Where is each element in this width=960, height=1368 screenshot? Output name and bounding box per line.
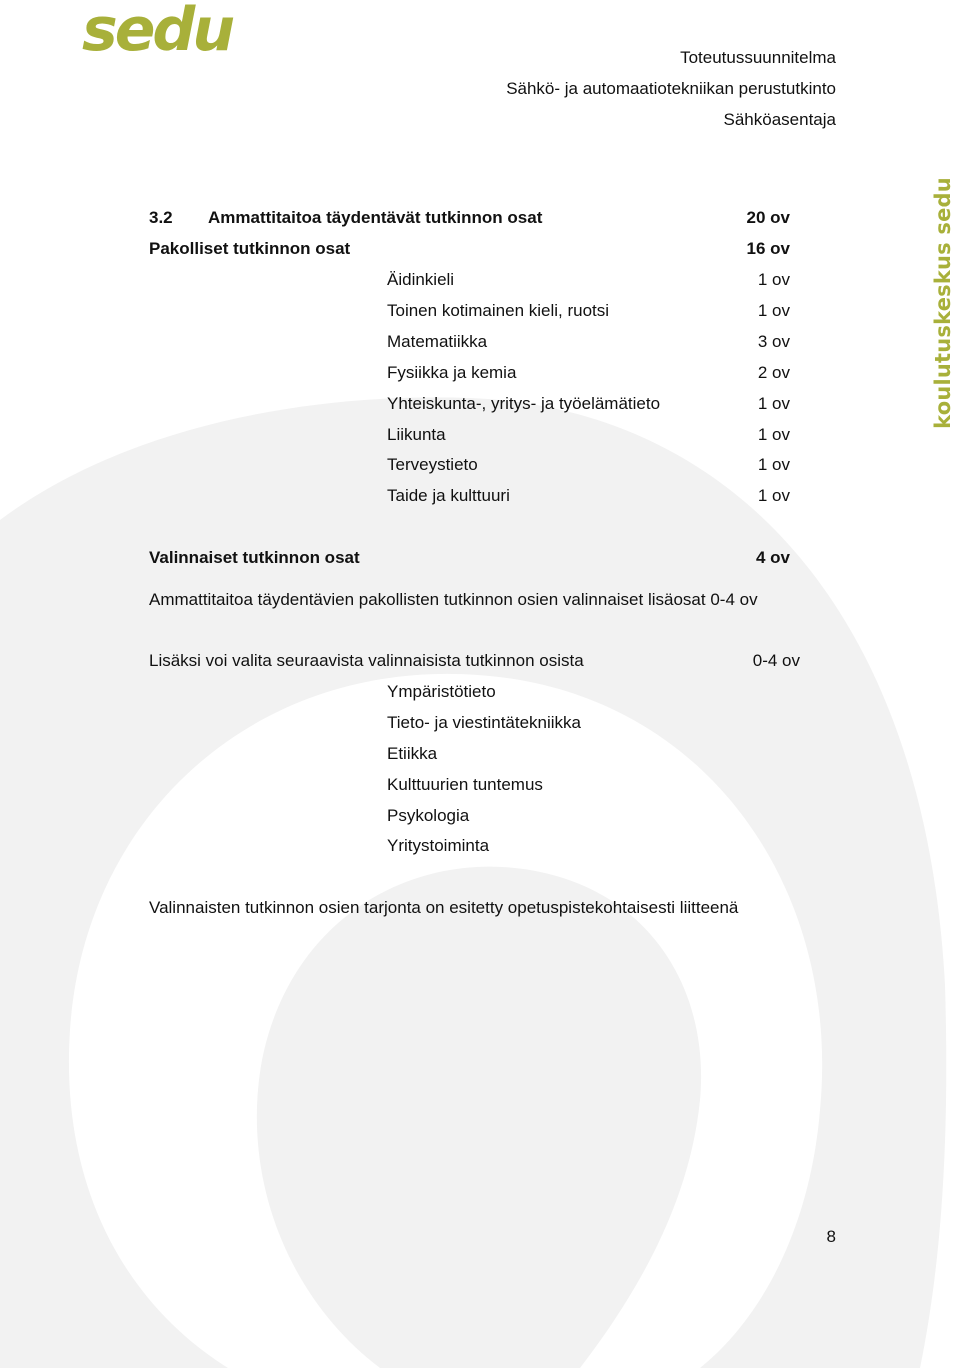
sedu-logo	[80, 2, 240, 58]
extra-item-name: Etiikka	[387, 744, 438, 763]
page-number: 8	[826, 1227, 836, 1246]
extra-item-name: Yritystoiminta	[387, 836, 490, 855]
optional-label: Valinnaiset tutkinnon osat	[149, 548, 360, 567]
item-name: Taide ja kulttuuri	[387, 486, 510, 505]
item-name: Toinen kotimainen kieli, ruotsi	[387, 301, 610, 320]
item-ov: 2 ov	[757, 363, 790, 382]
header-degree: Sähkö- ja automaatiotekniikan perustutkinto	[506, 79, 836, 98]
section-number: 3.2	[149, 208, 173, 227]
item-ov: 1 ov	[757, 455, 790, 474]
optional-total: 4 ov	[755, 548, 790, 567]
document-header	[506, 42, 836, 135]
mandatory-total: 16 ov	[746, 239, 790, 258]
item-name: Yhteiskunta-, yritys- ja työelämätieto	[387, 394, 661, 413]
footer-note: Valinnaisten tutkinnon osien tarjonta on esitetty opetuspistekohtaisesti liitteenä	[149, 898, 739, 917]
item-ov: 1 ov	[757, 425, 790, 444]
item-ov: 1 ov	[757, 270, 790, 289]
item-ov: 1 ov	[757, 486, 790, 505]
item-name: Matematiikka	[387, 332, 488, 351]
header-qualification: Sähköasentaja	[723, 110, 836, 129]
header-doc-type: Toteutussuunnitelma	[680, 48, 836, 67]
extra-item-name: Kulttuurien tuntemus	[387, 775, 543, 794]
item-ov: 1 ov	[757, 394, 790, 413]
side-brand-logo	[930, 177, 956, 429]
item-ov: 3 ov	[757, 332, 790, 351]
mandatory-label: Pakolliset tutkinnon osat	[149, 239, 351, 258]
item-ov: 1 ov	[757, 301, 790, 320]
extra-item-name: Tieto- ja viestintätekniikka	[387, 713, 582, 732]
item-name: Terveystieto	[387, 455, 478, 474]
side-brand-text: koulutuskeskus sedu	[931, 177, 955, 429]
optional-note: Ammattitaitoa täydentävien pakollisten tutkinnon osien valinnaiset lisäosat 0-4 ov	[149, 590, 758, 609]
item-name: Liikunta	[387, 425, 446, 444]
item-name: Fysiikka ja kemia	[387, 363, 517, 382]
section-title: Ammattitaitoa täydentävät tutkinnon osat	[208, 208, 543, 227]
logo-text: sedu	[82, 2, 233, 58]
extra-label: Lisäksi voi valita seuraavista valinnaisista tutkinnon osista	[149, 651, 584, 670]
item-name: Äidinkieli	[387, 270, 455, 289]
extra-total: 0-4 ov	[752, 651, 800, 670]
section-total: 20 ov	[746, 208, 790, 227]
extra-item-name: Psykologia	[387, 806, 470, 825]
extra-item-name: Ympäristötieto	[387, 682, 496, 701]
